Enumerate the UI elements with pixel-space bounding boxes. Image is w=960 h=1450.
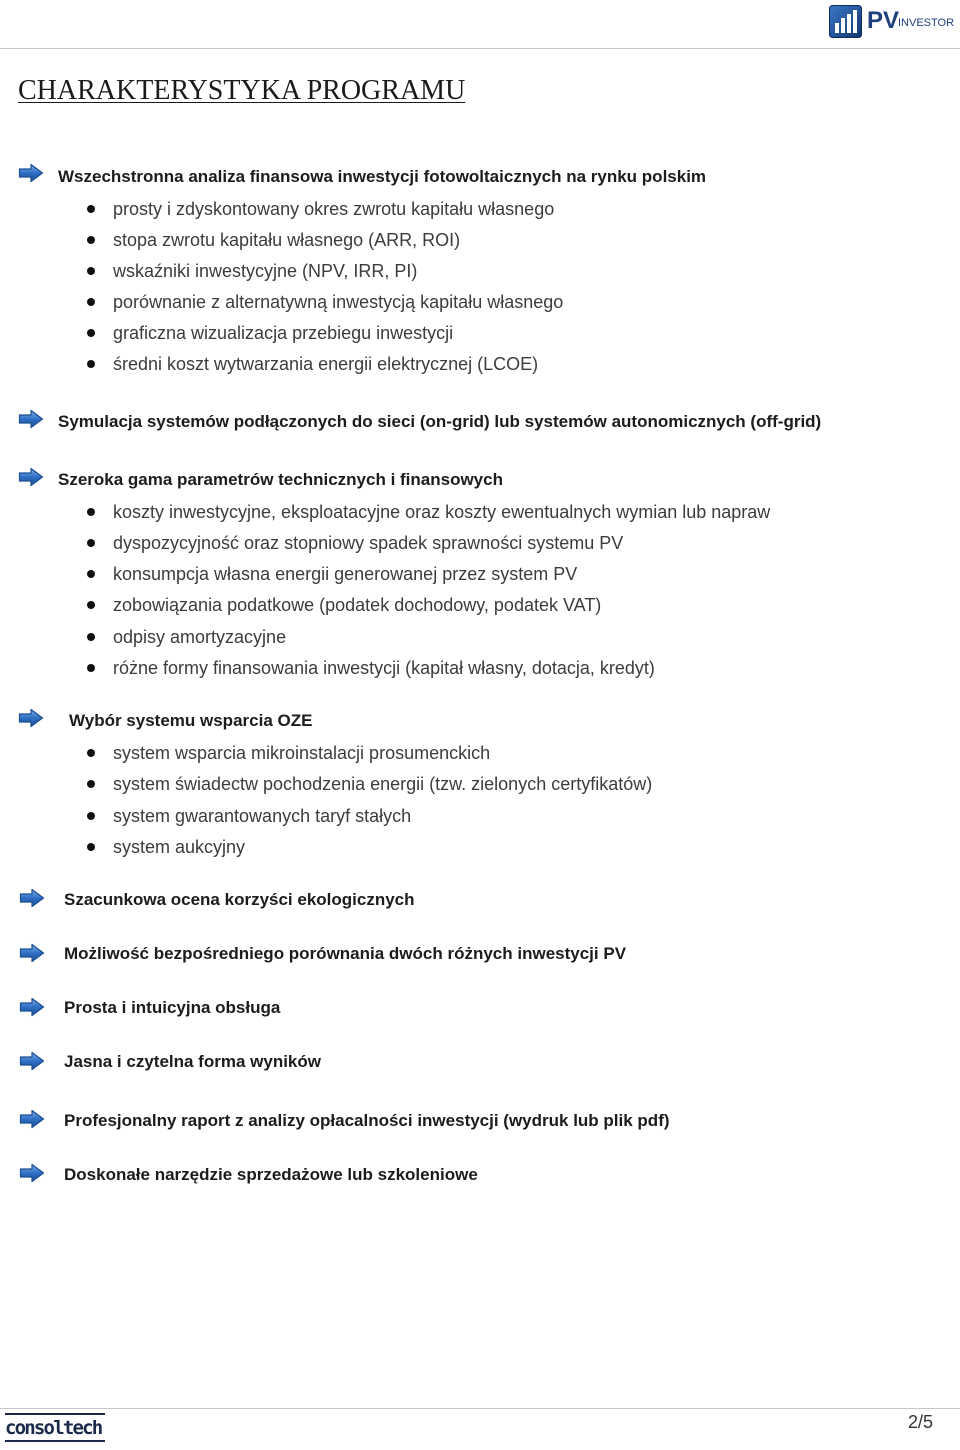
section-heading: Doskonałe narzędzie sprzedażowe lub szkoleniowe [64, 1165, 478, 1184]
list-item-text: porównanie z alternatywną inwestycją kapitału własnego [113, 292, 564, 312]
list-item-text: zobowiązania podatkowe (podatek dochodowy, podatek VAT) [113, 595, 602, 615]
bullet-dot-icon [87, 843, 95, 851]
arrow-right-icon [18, 163, 44, 183]
list-item [87, 741, 490, 765]
list-item-text: system świadectw pochodzenia energii (tzw. zielonych certyfikatów) [113, 774, 653, 794]
bullet-dot-icon [87, 329, 95, 337]
list-item [87, 290, 563, 314]
list-item-text: koszty inwestycyjne, eksploatacyjne oraz koszty ewentualnych wymian lub napraw [113, 502, 771, 522]
bullet-dot-icon [87, 664, 95, 672]
arrow-right-icon [19, 1109, 45, 1129]
logo-pv-text: PV [867, 7, 900, 34]
list-item-text: różne formy finansowania inwestycji (kapitał własny, dotacja, kredyt) [113, 658, 655, 678]
section-heading: Wszechstronna analiza finansowa inwestycji fotowoltaicznych na rynku polskim [58, 167, 707, 186]
bullet-dot-icon [87, 508, 95, 516]
bullet-dot-icon [87, 360, 95, 368]
company-logo [5, 1413, 105, 1443]
list-item-text: system aukcyjny [113, 837, 246, 857]
list-item [87, 197, 554, 221]
section-heading: Szeroka gama parametrów technicznych i finansowych [58, 470, 503, 489]
section-heading: Profesjonalny raport z analizy opłacalności inwestycji (wydruk lub plik pdf) [64, 1111, 670, 1130]
arrow-right-icon [18, 409, 44, 429]
list-item [87, 562, 577, 586]
section-heading: Prosta i intuicyjna obsługa [64, 998, 281, 1017]
bullet-dot-icon [87, 633, 95, 641]
arrow-right-icon [19, 1051, 45, 1071]
bullet-dot-icon [87, 812, 95, 820]
section-heading: Symulacja systemów podłączonych do sieci (on-grid) lub systemów autonomicznych (off-grid) [58, 412, 822, 431]
bullet-dot-icon [87, 539, 95, 547]
list-item [87, 228, 460, 252]
list-item-text: konsumpcja własna energii generowanej przez system PV [113, 564, 578, 584]
section-heading: Wybór systemu wsparcia OZE [69, 711, 313, 730]
logo-stripe-bottom [5, 1440, 105, 1442]
bar-chart-logo-icon [829, 5, 862, 38]
bullet-dot-icon [87, 298, 95, 306]
list-item-text: system gwarantowanych taryf stałych [113, 806, 412, 826]
section-heading: Szacunkowa ocena korzyści ekologicznych [64, 890, 415, 909]
page-title: CHARAKTERYSTYKA PROGRAMU [18, 75, 466, 106]
list-item [87, 531, 623, 555]
list-item-text: system wsparcia mikroinstalacji prosumenckich [113, 743, 491, 763]
list-item [87, 593, 601, 617]
list-item [87, 772, 652, 796]
list-item-text: odpisy amortyzacyjne [113, 627, 287, 647]
list-item [87, 656, 655, 680]
list-item-text: dyspozycyjność oraz stopniowy spadek sprawności systemu PV [113, 533, 624, 553]
bullet-dot-icon [87, 601, 95, 609]
list-item-text: prosty i zdyskontowany okres zwrotu kapitału własnego [113, 199, 555, 219]
arrow-right-icon [19, 997, 45, 1017]
bullet-dot-icon [87, 780, 95, 788]
list-item [87, 352, 538, 376]
list-item [87, 321, 453, 345]
bullet-dot-icon [87, 236, 95, 244]
footer-divider [0, 1408, 960, 1409]
list-item-text: średni koszt wytwarzania energii elektrycznej (LCOE) [113, 354, 539, 374]
arrow-right-icon [19, 943, 45, 963]
section-heading: Możliwość bezpośredniego porównania dwóch różnych inwestycji PV [64, 944, 627, 963]
list-item [87, 625, 286, 649]
bullet-dot-icon [87, 205, 95, 213]
list-item-text: graficzna wizualizacja przebiegu inwestycji [113, 323, 454, 343]
list-item-text: wskaźniki inwestycyjne (NPV, IRR, PI) [113, 261, 418, 281]
arrow-right-icon [18, 708, 44, 728]
list-item [87, 259, 417, 283]
bullet-dot-icon [87, 570, 95, 578]
arrow-right-icon [19, 888, 45, 908]
company-logo-text: consoltech [5, 1417, 102, 1439]
bullet-dot-icon [87, 749, 95, 757]
arrow-right-icon [18, 467, 44, 487]
list-item [87, 804, 411, 828]
list-item-text: stopa zwrotu kapitału własnego (ARR, ROI) [113, 230, 461, 250]
bullet-dot-icon [87, 267, 95, 275]
list-item [87, 500, 770, 524]
page-number: 2/5 [908, 1412, 934, 1432]
logo-investor-text: INVESTOR [898, 17, 955, 29]
arrow-right-icon [19, 1163, 45, 1183]
logo-stripe-top [5, 1413, 105, 1415]
header-divider [0, 48, 960, 49]
section-heading: Jasna i czytelna forma wyników [64, 1052, 321, 1071]
list-item [87, 835, 245, 859]
